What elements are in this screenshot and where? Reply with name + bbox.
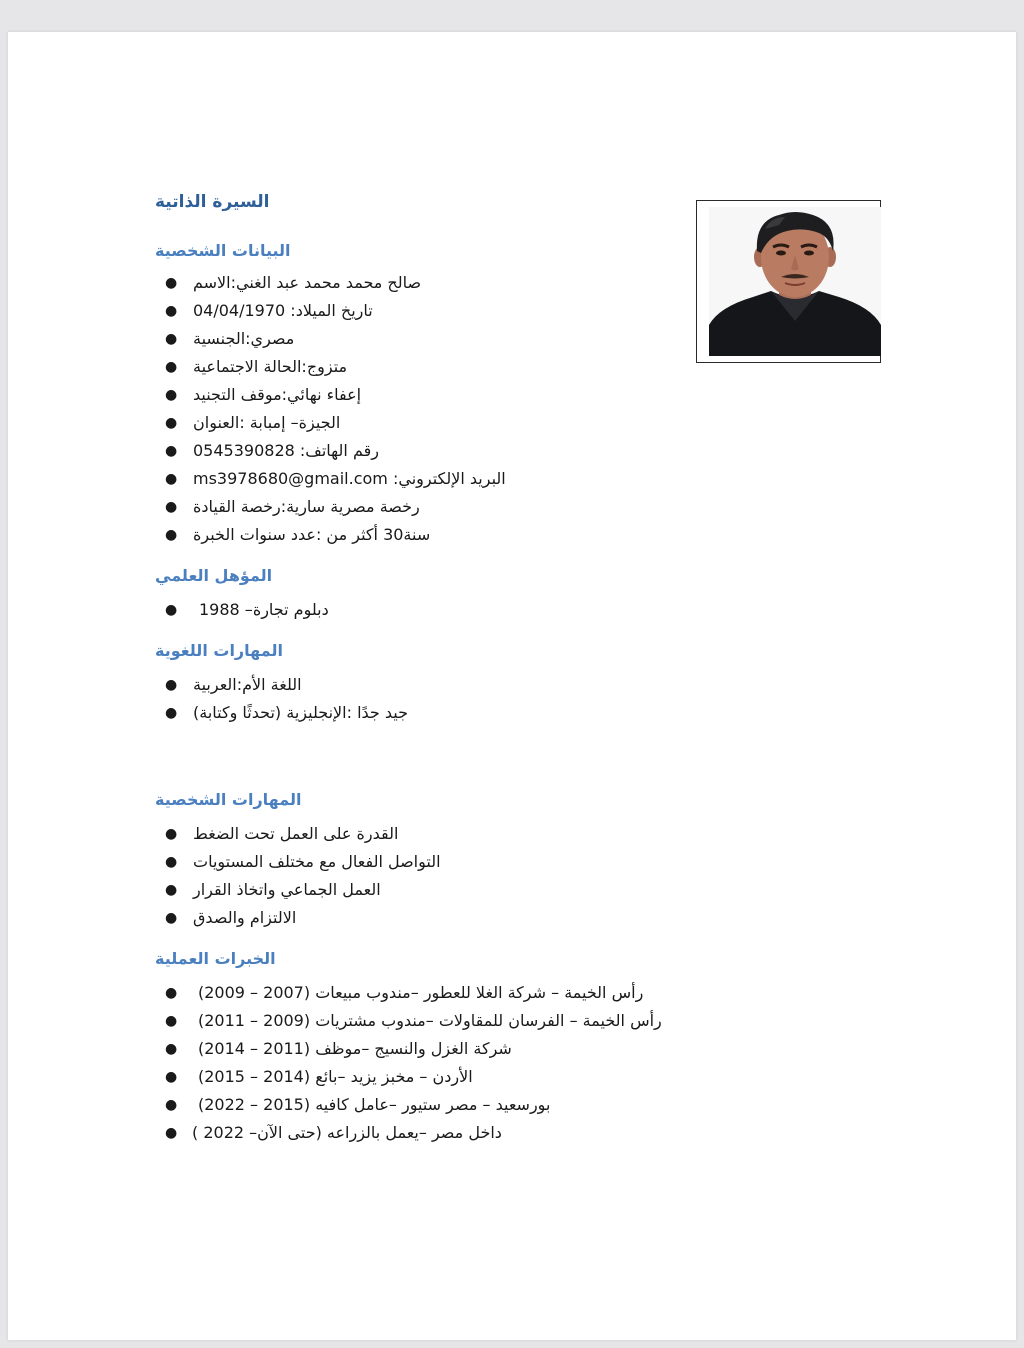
bullet-icon: ●	[165, 882, 178, 898]
bullet-icon: ●	[165, 1041, 178, 1057]
bullet-icon: ●	[165, 1013, 178, 1029]
bullet-icon: ●	[165, 443, 178, 459]
skill-item: القدرة على العمل تحت الضغط	[193, 824, 399, 843]
language-english: (تحدثًا وكتابة) جيد جدًا :الإنجليزية	[193, 703, 408, 722]
personal-address: الجيزة– إمبابة :العنوان	[193, 413, 341, 432]
personal-name: صالح محمد محمد عبد الغني:الاسم	[193, 273, 422, 292]
skill-item: الالتزام والصدق	[193, 908, 297, 927]
personal-phone: 0545390828 :رقم الهاتف	[193, 441, 379, 460]
education-heading: المؤهل العلمي	[155, 566, 273, 585]
personal-birthdate: 04/04/1970 :تاريخ الميلاد	[193, 301, 373, 320]
personal-military-status: إعفاء نهائي:موقف التجنيد	[193, 385, 362, 404]
bullet-icon: ●	[165, 527, 178, 543]
bullet-icon: ●	[165, 985, 178, 1001]
bullet-icon: ●	[165, 1097, 178, 1113]
languages-heading: المهارات اللغوية	[155, 641, 283, 660]
experience-item: ( حتى الآن– 2022) داخل مصر –يعمل بالزراعه	[192, 1123, 502, 1142]
profile-photo	[709, 207, 881, 356]
skills-heading: المهارات الشخصية	[155, 790, 302, 809]
bullet-icon: ●	[165, 303, 178, 319]
bullet-icon: ●	[165, 602, 178, 618]
bullet-icon: ●	[165, 1069, 178, 1085]
personal-driving-license: رخصة مصرية سارية:رخصة القيادة	[193, 497, 420, 516]
bullet-icon: ●	[165, 1125, 178, 1141]
bullet-icon: ●	[165, 275, 178, 291]
education-item: 1988 –دبلوم تجارة	[199, 600, 329, 619]
bullet-icon: ●	[165, 499, 178, 515]
document-page	[8, 32, 1016, 1340]
personal-data-heading: البيانات الشخصية	[155, 241, 291, 260]
portrait-photo-icon	[709, 207, 881, 356]
document-title: السيرة الذاتية	[155, 192, 270, 212]
personal-experience-years: سنة30 أكثر من :عدد سنوات الخبرة	[193, 525, 431, 544]
personal-nationality: مصري:الجنسية	[193, 329, 295, 348]
experience-item: (2022 – 2015) بورسعيد – مصر ستيور –عامل كافيه	[198, 1095, 551, 1114]
bullet-icon: ●	[165, 910, 178, 926]
experience-item: (2014 – 2011) شركة الغزل والنسيج –موظف	[198, 1039, 512, 1058]
personal-marital-status: متزوج:الحالة الاجتماعية	[193, 357, 348, 376]
skill-item: التواصل الفعال مع مختلف المستويات	[193, 852, 441, 871]
skill-item: العمل الجماعي واتخاذ القرار	[193, 880, 381, 899]
experience-item: (2009 – 2007) رأس الخيمة – شركة الغلا للعطور –مندوب مبيعات	[198, 983, 644, 1002]
bullet-icon: ●	[165, 415, 178, 431]
bullet-icon: ●	[165, 826, 178, 842]
bullet-icon: ●	[165, 359, 178, 375]
bullet-icon: ●	[165, 387, 178, 403]
personal-email: ms3978680@gmail.com :البريد الإلكتروني	[193, 469, 506, 488]
experience-item: (2015 – 2014) الأردن – مخبز يزيد –بائع	[198, 1067, 473, 1086]
bullet-icon: ●	[165, 677, 178, 693]
experience-item: (2011 – 2009) رأس الخيمة – الفرسان للمقاولات –مندوب مشتريات	[198, 1011, 662, 1030]
language-native: اللغة الأم:العربية	[193, 675, 302, 694]
bullet-icon: ●	[165, 854, 178, 870]
bullet-icon: ●	[165, 705, 178, 721]
bullet-icon: ●	[165, 331, 178, 347]
experience-heading: الخبرات العملية	[155, 949, 276, 968]
bullet-icon: ●	[165, 471, 178, 487]
profile-photo-frame	[696, 200, 881, 363]
